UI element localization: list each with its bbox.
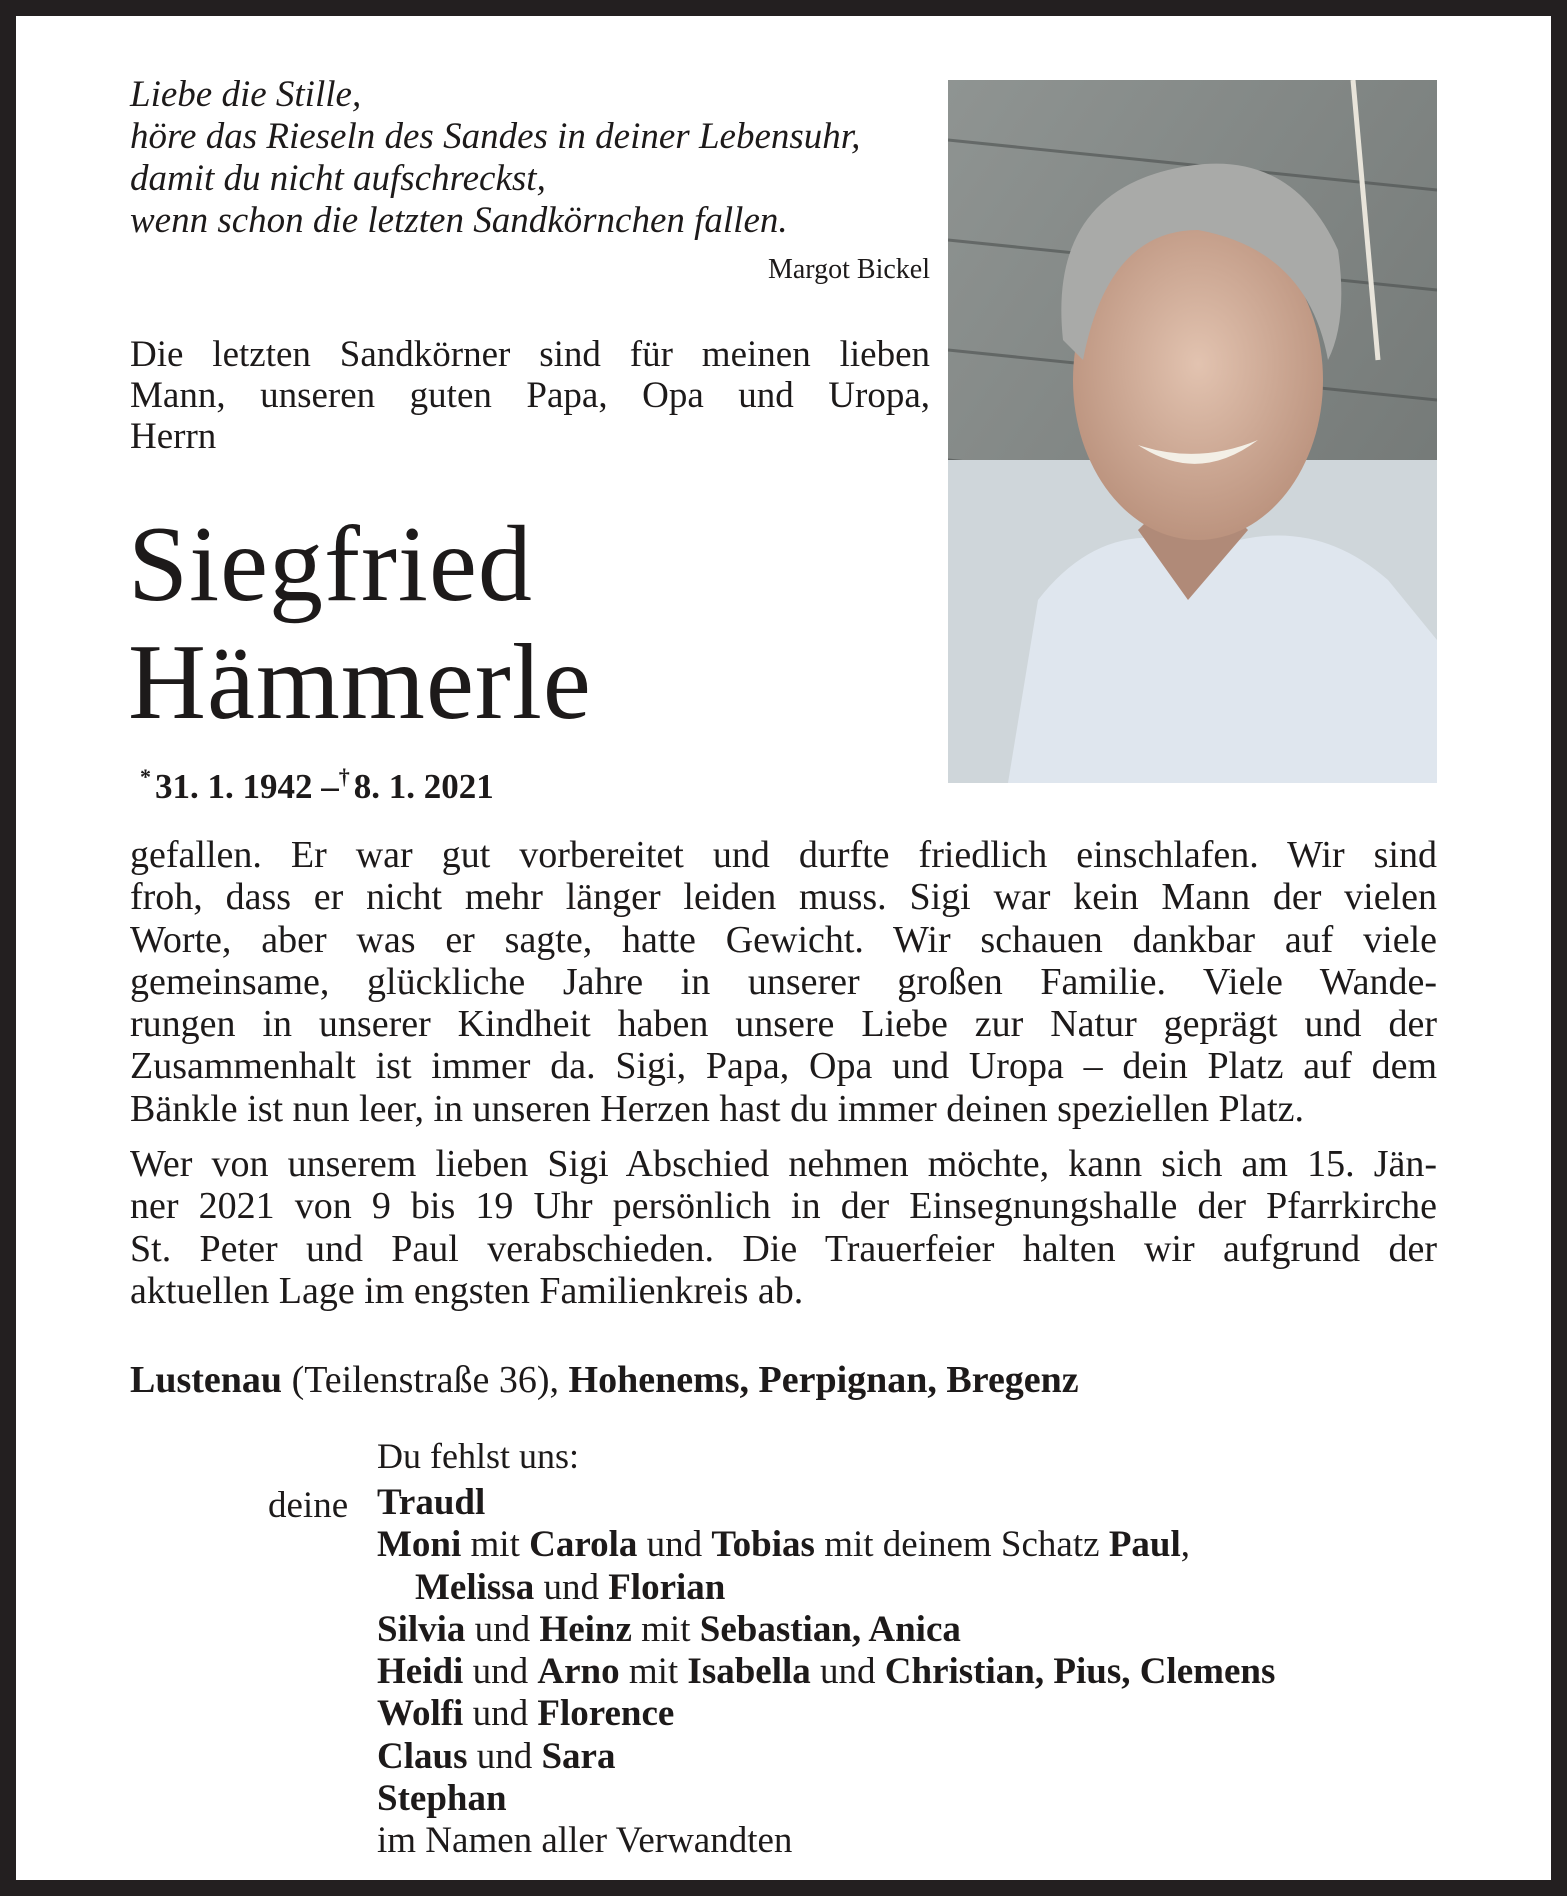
mourner-line xyxy=(377,1482,1275,1524)
death-cross-icon: † xyxy=(338,764,350,789)
portrait-photo xyxy=(948,80,1437,783)
location-segment: Lustenau xyxy=(130,1359,283,1401)
text-line: rungen in unserer Kindheit haben unsere Liebe zur Natur geprägt und der xyxy=(130,1003,1437,1046)
text-line: aktuellen Lage im engsten Familienkreis ab. xyxy=(130,1269,804,1312)
mourner-name: Sara xyxy=(541,1735,616,1777)
location-segment: (Teilenstraße 36), xyxy=(282,1359,569,1401)
portrait-photo-icon xyxy=(948,80,1437,783)
mourner-connector: im Namen aller Verwandten xyxy=(377,1820,793,1862)
mourner-name: Carola xyxy=(529,1524,638,1566)
mourner-name: Wolfi xyxy=(377,1693,464,1735)
mourners-prefix: deine xyxy=(268,1485,349,1526)
mourner-line xyxy=(377,1524,1275,1566)
mourner-line xyxy=(377,1820,1275,1862)
obituary-text-paragraph-1 xyxy=(130,834,1437,1130)
poem-line: Liebe die Stille, xyxy=(130,74,362,115)
date-dash: – xyxy=(321,767,339,806)
mourner-line xyxy=(377,1778,1275,1820)
mourner-name: Heidi xyxy=(377,1651,464,1693)
location-segment: Hohenems, Perpignan, Bregenz xyxy=(568,1359,1079,1401)
mourner-name: Stephan xyxy=(377,1778,507,1820)
mourner-connector: und xyxy=(534,1566,609,1608)
last-name: Hämmerle xyxy=(128,623,592,742)
poem-author: Margot Bickel xyxy=(767,254,930,285)
mourner-name: Moni xyxy=(377,1524,462,1566)
mourner-name: Arno xyxy=(537,1651,620,1693)
mourner-connector: mit xyxy=(461,1524,530,1566)
text-line: St. Peter und Paul verabschieden. Die Trauerfeier halten wir aufgrund der xyxy=(130,1227,1437,1270)
mourner-name: Heinz xyxy=(539,1608,632,1650)
poem-line: damit du nicht aufschreckst, xyxy=(130,158,546,199)
mourner-name: Paul xyxy=(1108,1524,1181,1566)
mourner-line xyxy=(377,1567,1275,1609)
mourner-connector: und xyxy=(465,1608,540,1650)
birth-star-icon: * xyxy=(140,764,151,789)
mourner-connector: mit deinem Schatz xyxy=(814,1524,1109,1566)
text-line: Zusammenhalt ist immer da. Sigi, Papa, Opa und Uropa – dein Platz auf dem xyxy=(130,1045,1437,1088)
text-line: Worte, aber was er sagte, hatte Gewicht. Wir schauen dankbar auf viele xyxy=(130,918,1437,961)
mourner-name: Traudl xyxy=(377,1482,486,1523)
mourner-name: Silvia xyxy=(377,1608,466,1650)
mourner-connector: und xyxy=(463,1693,538,1735)
life-dates xyxy=(140,764,494,807)
mourner-line xyxy=(377,1736,1275,1778)
poem-line: höre das Rieseln des Sandes in deiner Lebensuhr, xyxy=(130,116,861,157)
mourner-connector: und xyxy=(810,1651,885,1693)
first-name: Siegfried xyxy=(128,505,533,624)
mourner-name: Isabella xyxy=(687,1651,811,1693)
mourner-line xyxy=(377,1609,1275,1651)
mourner-line xyxy=(377,1651,1275,1693)
mourner-name: Florence xyxy=(537,1693,675,1735)
mourner-name: Melissa xyxy=(415,1566,535,1608)
mourner-connector: und xyxy=(467,1735,542,1777)
mourners-intro: Du fehlst uns: xyxy=(377,1436,579,1476)
mourner-connector: mit xyxy=(619,1651,688,1693)
poem-line: wenn schon die letzten Sandkörnchen fallen. xyxy=(130,200,788,241)
poem xyxy=(130,74,930,242)
mourner-line xyxy=(377,1693,1275,1735)
death-date: 8. 1. 2021 xyxy=(353,767,494,806)
text-line: Wer von unserem lieben Sigi Abschied nehmen möchte, kann sich am 15. Jän- xyxy=(130,1143,1437,1185)
obituary-page xyxy=(16,16,1551,1880)
birth-date: 31. 1. 1942 xyxy=(155,767,313,806)
mourner-connector: und xyxy=(637,1524,712,1566)
mourner-connector: , xyxy=(1180,1524,1191,1566)
text-line: ner 2021 von 9 bis 19 Uhr persönlich in der Einsegnungshalle der Pfarrkirche xyxy=(130,1185,1437,1228)
mourner-name: Florian xyxy=(608,1566,726,1608)
obituary-text-paragraph-2 xyxy=(130,1143,1437,1312)
residence-locations xyxy=(130,1358,1079,1402)
mourner-name: Claus xyxy=(377,1735,468,1777)
text-line: gefallen. Er war gut vorbereitet und durfte friedlich einschlafen. Wir sind xyxy=(130,834,1437,876)
mourner-connector: mit xyxy=(631,1608,700,1650)
mourner-name: Tobias xyxy=(711,1524,815,1566)
text-line: Bänkle ist nun leer, in unseren Herzen hast du immer deinen speziellen Platz. xyxy=(130,1087,1304,1130)
mourner-name: Sebastian, Anica xyxy=(699,1608,961,1650)
intro-line: Mann, unseren guten Papa, Opa und Uropa, xyxy=(130,375,930,416)
mourners-list xyxy=(377,1482,1275,1863)
text-line: froh, dass er nicht mehr länger leiden muss. Sigi war kein Mann der vielen xyxy=(130,876,1437,919)
text-line: gemeinsame, glückliche Jahre in unserer großen Familie. Viele Wande- xyxy=(130,960,1437,1003)
mourner-connector: und xyxy=(463,1651,538,1693)
intro-line: Die letzten Sandkörner sind für meinen lieben xyxy=(130,334,930,375)
deceased-name xyxy=(128,506,592,742)
intro-line: Herrn xyxy=(130,416,217,457)
mourner-name: Christian, Pius, Clemens xyxy=(884,1651,1276,1693)
intro-text xyxy=(130,334,930,457)
